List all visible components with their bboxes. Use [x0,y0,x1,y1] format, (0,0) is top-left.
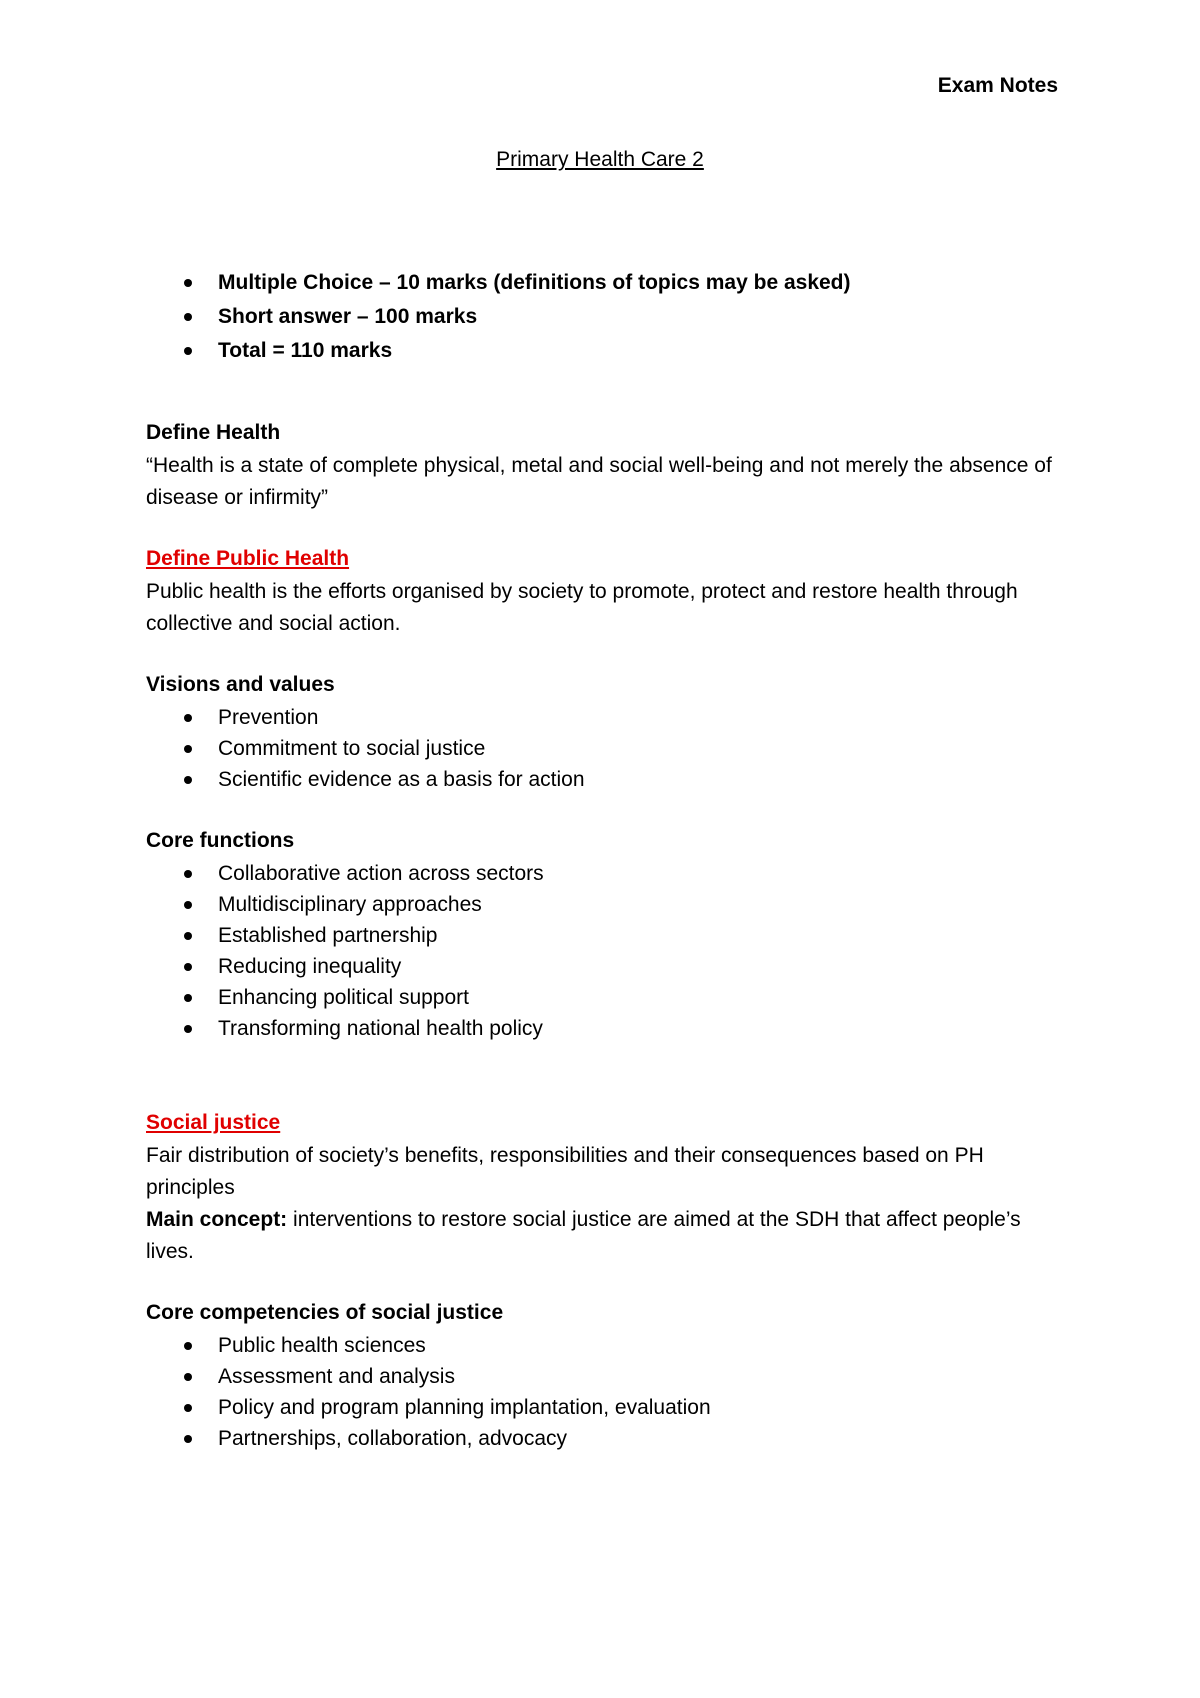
visions-values-heading: Visions and values [146,673,335,696]
bullet-icon [184,714,192,722]
list-item: Collaborative action across sectors [146,858,1066,889]
social-justice-text: Fair distribution of society’s benefits, responsibilities and their consequences based on PH principles [146,1144,984,1199]
core-functions-list [146,858,1066,1044]
main-concept-label: Main concept: [146,1208,288,1231]
bullet-icon [184,1342,192,1350]
document-body [146,266,1066,1454]
list-item: Commitment to social justice [146,733,1066,764]
list-item: Total = 110 marks [146,334,1066,368]
bullet-icon [184,1373,192,1381]
list-item: Enhancing political support [146,982,1066,1013]
define-public-health-text: Public health is the efforts organised by society to promote, protect and restore health through collective and social action. [146,580,1018,635]
bullet-icon [184,279,192,287]
main-concept-body: interventions to restore social justice are aimed at the SDH that affect people’s lives. [146,1208,1021,1263]
list-item: Prevention [146,702,1066,733]
main-concept-text [146,1204,1066,1268]
list-item: Multiple Choice – 10 marks (definitions of topics may be asked) [146,266,1066,300]
bullet-icon [184,994,192,1002]
list-item: Multidisciplinary approaches [146,889,1066,920]
bullet-icon [184,870,192,878]
list-item: Public health sciences [146,1330,1066,1361]
page-title: Primary Health Care 2 [496,148,704,171]
core-functions-heading: Core functions [146,829,295,852]
bullet-icon [184,347,192,355]
list-item: Partnerships, collaboration, advocacy [146,1423,1066,1454]
bullet-icon [184,776,192,784]
bullet-icon [184,745,192,753]
bullet-icon [184,313,192,321]
define-health-text: “Health is a state of complete physical, metal and social well-being and not merely the absence of disease or infirmity” [146,454,1052,509]
list-item: Reducing inequality [146,951,1066,982]
visions-values-list [146,702,1066,795]
bullet-icon [184,901,192,909]
list-item: Short answer – 100 marks [146,300,1066,334]
bullet-icon [184,1435,192,1443]
header-label: Exam Notes [937,74,1058,97]
bullet-icon [184,932,192,940]
core-competencies-list [146,1330,1066,1454]
list-item: Transforming national health policy [146,1013,1066,1044]
define-public-health-heading: Define Public Health [146,547,350,570]
bullet-icon [184,1404,192,1412]
core-competencies-heading: Core competencies of social justice [146,1301,504,1324]
list-item: Scientific evidence as a basis for action [146,764,1066,795]
exam-format-list [146,266,1066,368]
social-justice-heading: Social justice [146,1111,281,1134]
bullet-icon [184,1025,192,1033]
list-item: Established partnership [146,920,1066,951]
list-item: Policy and program planning implantation, evaluation [146,1392,1066,1423]
list-item: Assessment and analysis [146,1361,1066,1392]
bullet-icon [184,963,192,971]
define-health-heading: Define Health [146,421,281,444]
